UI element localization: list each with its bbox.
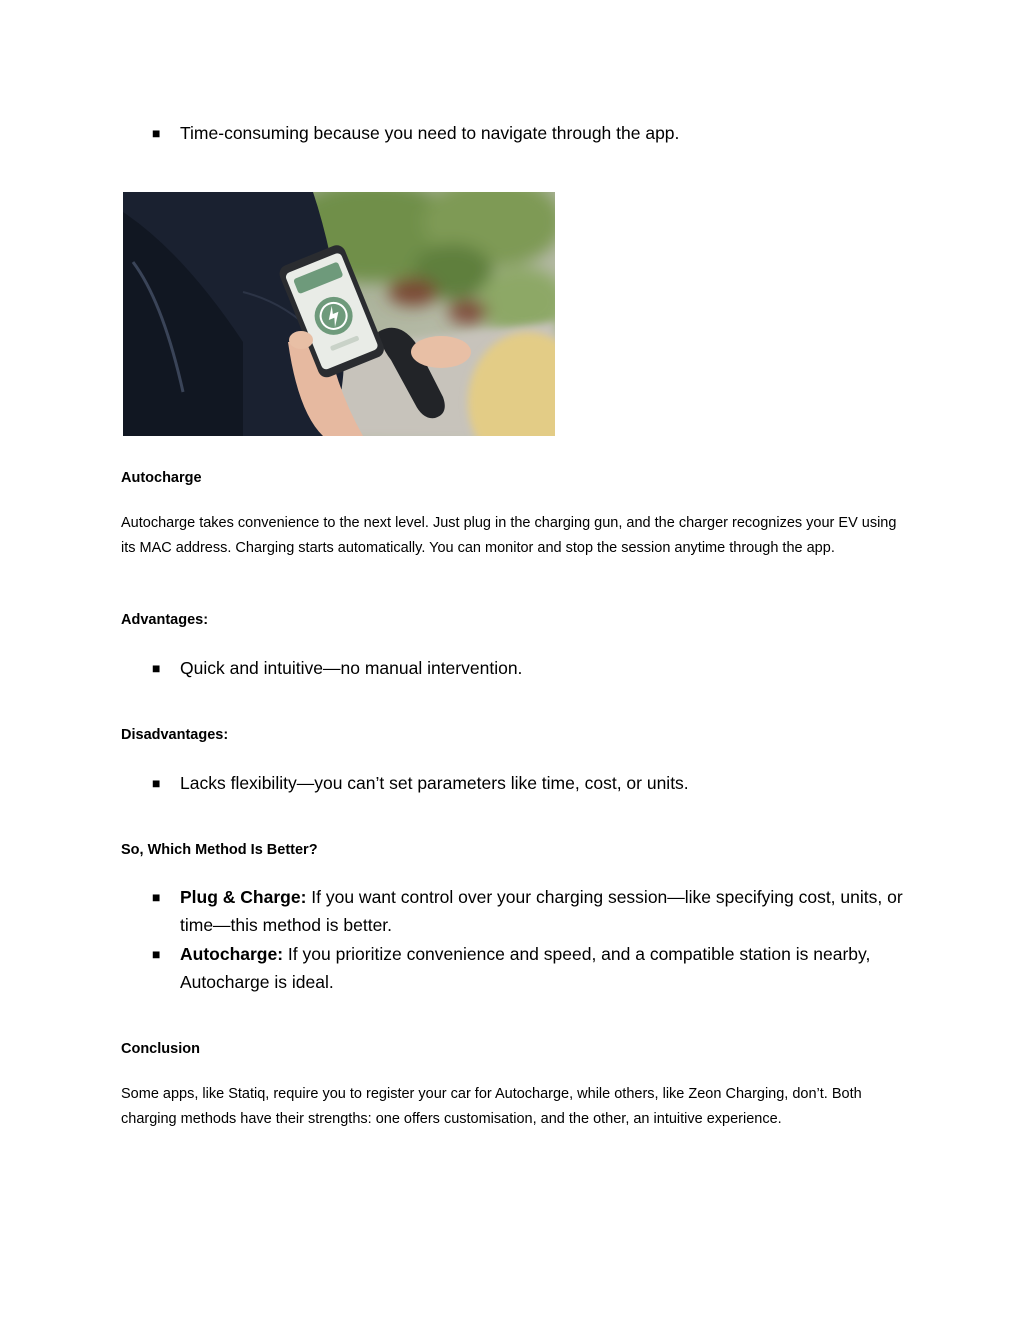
disadvantages-heading: Disadvantages: (121, 727, 229, 743)
list-item-bold-label: Autocharge: (180, 944, 284, 964)
bullet-marker: ■ (152, 775, 161, 791)
ev-charging-photo (123, 192, 555, 436)
bullet-marker: ■ (152, 660, 161, 676)
conclusion-heading: Conclusion (121, 1041, 200, 1057)
list-item-text: Quick and intuitive—no manual intervention. (180, 658, 523, 678)
list-item-body: If you want control over your charging session—like specifying cost, units, or time—this method is better. (180, 887, 903, 935)
conclusion-paragraph: Some apps, like Statiq, require you to register your car for Autocharge, while others, like Zeon Charging, don’t. Both charging methods have their strengths: one offers customisation, and the other, an intuitive experience. (121, 1086, 862, 1127)
ev-charging-photo-icon (123, 192, 555, 436)
list-item-text: Time-consuming because you need to navigate through the app. (180, 123, 680, 143)
list-item-text (180, 940, 912, 996)
comparison-heading: So, Which Method Is Better? (121, 842, 318, 858)
bullet-marker: ■ (152, 946, 161, 962)
autocharge-heading: Autocharge (121, 470, 202, 486)
list-item-body: If you prioritize convenience and speed, and a compatible station is nearby, Autocharge is ideal. (180, 944, 871, 992)
list-item-text (180, 883, 912, 939)
list-item-bold-label: Plug & Charge: (180, 887, 307, 907)
bullet-marker: ■ (152, 889, 161, 905)
autocharge-paragraph: Autocharge takes convenience to the next level. Just plug in the charging gun, and the charger recognizes your EV using its MAC address. Charging starts automatically. You can monitor and stop the session anytime through the app. (121, 515, 897, 556)
list-item-text: Lacks flexibility—you can’t set parameters like time, cost, or units. (180, 773, 689, 793)
bullet-marker: ■ (152, 125, 161, 141)
advantages-heading: Advantages: (121, 612, 209, 628)
